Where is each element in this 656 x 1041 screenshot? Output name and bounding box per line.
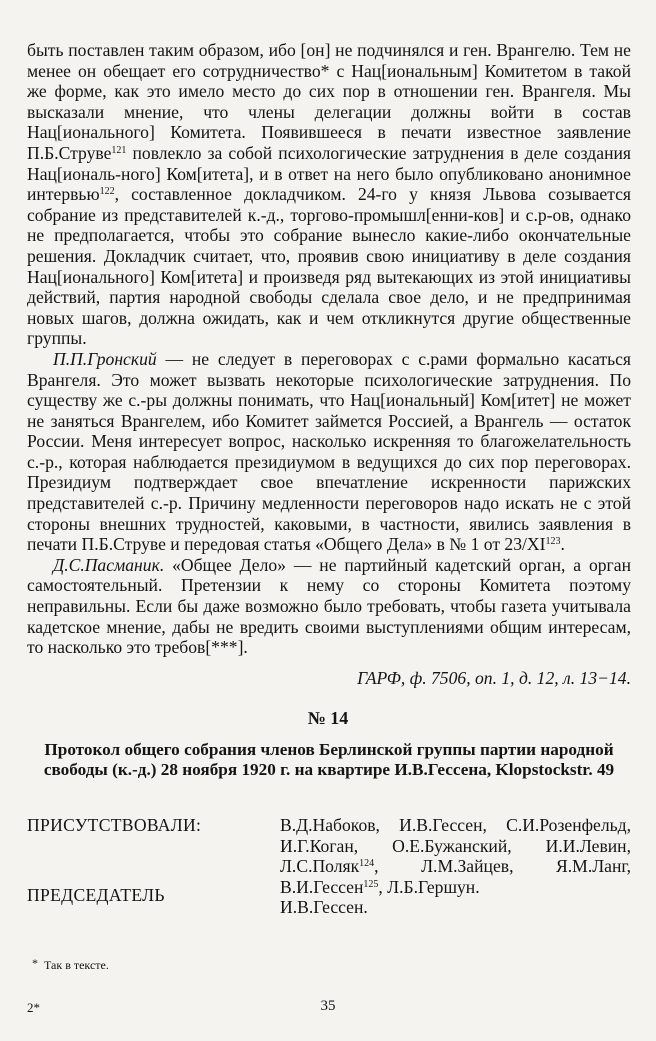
document-number: № 14 [307, 708, 349, 728]
paragraph-text: быть поставлен таким образом, ибо [он] не подчинялся и ген. Врангелю. Тем не менее он обещает его сотрудничество* с Нац[иональным] Комитетом в такой же форме, как это имело место до сих пор в отношении ген. Врангеля. Мы высказали мнение, что члены делегации должны войти в состав Нац[ионального] Комитета. Появившееся в печати известное заявление П.Б.Струве [27, 40, 631, 163]
footnote-text: Так в тексте. [44, 958, 109, 972]
paragraph-text: повлекло за собой психологические затруднения в деле создания Нац[иональ-ного] Ком[итета], и в ответ на него было опубликовано анонимное интервью [27, 142, 631, 205]
archive-reference: ГАРФ, ф. 7506, оп. 1, д. 12, л. 13−14. [357, 668, 631, 688]
paragraph-pasmanik [27, 555, 631, 658]
names-text: , Л.Б.Гершун. [378, 876, 480, 897]
names-text: В.Д.Набоков, И.В.Гессен, С.И.Розенфельд, И.Г.Коган, О.Е.Бужанский, И.И.Левин, Л.С.Поляк [280, 815, 631, 877]
footnote-ref: 125 [363, 878, 379, 890]
paragraph-gronsky [27, 349, 631, 555]
footnote-mark: * [32, 956, 38, 970]
footnote-ref: 124 [359, 858, 375, 870]
chair-label: ПРЕДСЕДАТЕЛЬ [27, 885, 165, 905]
paragraph-text: — не следует в переговорах с с.рами формально касаться Врангеля. Это может вызвать некоторые психологические затруднения. По существу же с.-ры должны понимать, что Нац[иональный] Ком[итет] не может не заняться Врангелем, ибо Комитет займется Россией, а Врангель — остаток России. Меня интересует вопрос, насколько искренняя то благожелательность с.-р., которая наблюдается президиумом в ведущихся до сих пор переговорах. Президиум подтверждает свое впечатление искренности парижских представителей с.-р. Причину медленности переговоров надо искать не с этой стороны внешних трудностей, каковыми, в частности, явились заявления в печати П.Б.Струве и передовая статья «Общего Дела» в № 1 от 23/XI [27, 348, 631, 555]
paragraph-text: , составленное докладчиком. 24-го у князя Львова созывается собрание из представителей к.-д., торгово-промышл[енни-ков] и с.р-ов, однако не предполагается, чтобы это собрание вынесло какие-либо окончательные решения. Докладчик считает, что, проявив свою инициативу в деле создания Нац[ионального] Ком[итета] и произведя ряд вытекающих из этой инициативы действий, партия народной свободы сделала свое дело, и не предпринимая новых шагов, должна ожидать, как и чем откликнутся другие общественные группы. [27, 184, 631, 349]
present-label: ПРИСУТСТВОВАЛИ: [27, 815, 202, 835]
footnote-ref: 121 [111, 144, 127, 156]
footnote-ref: 122 [99, 186, 115, 198]
names-text: , Л.М.Зайцев, Я.М.Ланг, В.И.Гессен [280, 856, 631, 897]
paragraph-text: . [560, 534, 565, 555]
chair-name: И.В.Гессен. [280, 897, 368, 918]
present-names [280, 815, 631, 918]
body-text [27, 40, 631, 658]
document-title: Протокол общего собрания членов Берлинской группы партии народной свободы (к.-д.) 28 ноября 1920 г. на квартире И.В.Гессена, Klopstockstr. 49 [43, 740, 615, 779]
page-number: 35 [320, 998, 336, 1014]
paragraph-text: «Общее Дело» — не партийный кадетский орган, а орган самостоятельный. Претензии к нему со стороны Комитета поэтому неправильны. Если бы даже возможно было требовать, чтобы газета учитывала кадетское мнение, дабы не вредить своими выступлениями общим интересам, то насколько это требов[***]. [27, 554, 631, 658]
footnote [32, 956, 109, 973]
signature-mark: 2* [27, 1000, 40, 1015]
paragraph-report [27, 40, 631, 349]
speaker-name: П.П.Гронский [53, 348, 157, 369]
footnote-ref: 123 [545, 536, 561, 548]
speaker-name: Д.С.Пасманик. [53, 554, 165, 575]
